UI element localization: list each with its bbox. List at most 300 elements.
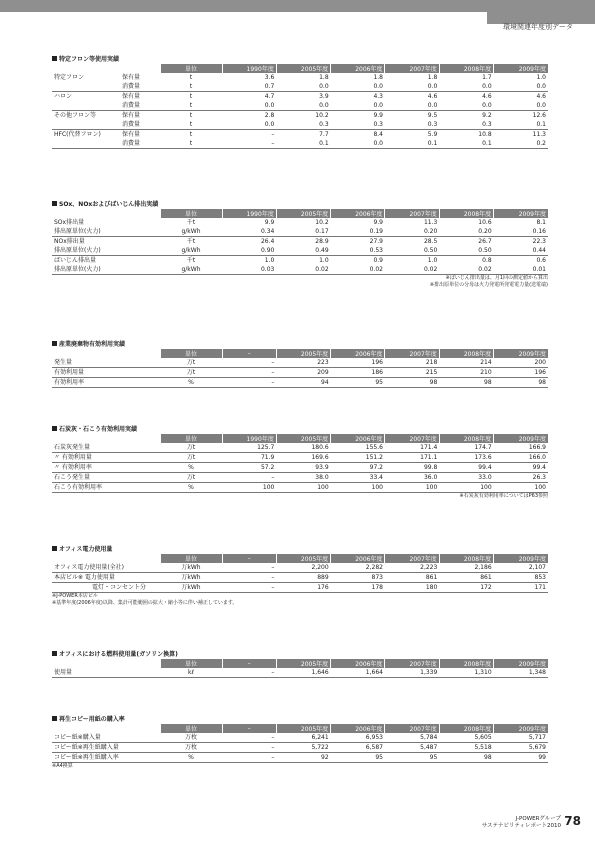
value-cell: 98 [439,753,493,763]
header-cell: 2006年度 [331,724,385,733]
value-cell: 100 [385,483,439,493]
row-label: 保有量 [122,74,141,81]
header-blank [52,554,160,563]
value-cell: 3.9 [319,93,329,100]
value-cell: 10.8 [478,131,492,138]
header-cell: 単位 [160,209,222,218]
value-cell: 0.0 [276,82,330,92]
value-cell: – [222,139,276,149]
value-cell: 5,717 [494,733,548,743]
unit-cell: t [189,131,193,138]
value-cell: 0.0 [439,101,493,111]
value-cell: 28.5 [423,238,438,245]
table-row [52,358,548,368]
value-cell: 10.2 [315,219,329,226]
table-row [52,368,548,378]
unit-cell: t [160,82,222,92]
value-cell: 0.0 [439,82,493,92]
value-cell: 1,664 [331,668,385,678]
value-cell: 26.3 [494,473,548,483]
row-label: 使用量 [52,668,160,678]
section-sox [52,200,548,289]
value-cell: 0.20 [439,227,493,237]
header-cell: 2005年度 [276,554,330,563]
top-bar [0,0,595,12]
header-cell: 2007年度 [385,554,439,563]
value-cell: 1,339 [385,668,439,678]
table-header-row [52,64,548,73]
value-cell: 95 [385,753,439,763]
value-cell: 92 [276,753,330,763]
value-cell: 0.0 [276,101,330,111]
value-cell: 0.34 [222,227,276,237]
row-label: 本店ビル※ 電力使用量 [52,573,160,583]
value-cell: 861 [439,573,493,583]
square-bullet-icon [52,716,57,721]
header-cell: 2008年度 [439,209,493,218]
table-row [52,111,548,121]
value-cell: 27.9 [369,238,383,245]
value-cell: 0.0 [331,139,385,149]
value-cell: 4.6 [536,93,546,100]
fron-table [52,64,548,149]
header-cell: 2006年度 [331,554,385,563]
header-cell: 2007年度 [385,64,439,73]
row-label: NOx排出量 [54,238,85,245]
header-cell: 2006年度 [331,64,385,73]
value-cell: 1,310 [439,668,493,678]
row-label: 電灯・コンセント分 [52,583,160,593]
value-cell: 2,186 [439,563,493,573]
header-cell: 1990年度 [222,434,276,443]
value-cell: 0.1 [385,139,439,149]
header-cell: 2007年度 [385,349,439,358]
header-cell: 2008年度 [439,554,493,563]
header-cell: 単位 [160,64,222,73]
value-cell: 95 [331,753,385,763]
unit-cell: 万t [160,368,222,378]
row-label: 特定フロン [54,74,85,81]
page-number: 78 [564,814,581,828]
value-cell: 0.9 [373,257,383,264]
value-cell: 98 [385,378,439,388]
row-label [52,101,120,111]
row-label: 石こう発生量 [52,473,160,483]
value-cell: 196 [494,368,548,378]
row-label: HFC(代替フロン) [54,131,101,138]
value-cell: 9.2 [482,112,492,119]
table-row [52,563,548,573]
value-cell: 100 [331,483,385,493]
value-cell: 5,784 [385,733,439,743]
value-cell: 4.6 [427,93,438,100]
table-row [52,743,548,753]
value-cell: 0.1 [494,120,548,130]
header-cell: 2008年度 [439,434,493,443]
value-cell: 0.1 [276,139,330,149]
value-cell: 2,200 [276,563,330,573]
header-cell: 単位 [160,434,222,443]
table-row [52,246,548,256]
unit-cell: t [160,139,222,149]
value-cell: 166.9 [494,443,548,453]
value-cell: – [222,563,276,573]
value-cell: – [222,583,276,593]
footer-brand [482,816,561,830]
value-cell: 176 [276,583,330,593]
row-label: SOx排出量 [54,219,85,226]
header-cell: – [222,554,276,563]
value-cell: 4.7 [264,93,275,100]
square-bullet-icon [52,341,57,346]
header-cell: 2005年度 [276,64,330,73]
value-cell: 11.3 [532,131,546,138]
header-blank [52,434,160,443]
unit-cell: t [189,74,193,81]
row-label: 排出原単位(火力) [52,227,160,237]
header-cell: 1990年度 [222,209,276,218]
value-cell: 0.8 [482,257,492,264]
value-cell: 99.4 [439,463,493,473]
table-header-row [52,209,548,218]
header-cell: 2006年度 [331,434,385,443]
value-cell: 0.0 [494,101,548,111]
row-label: 排出原単位(火力) [52,265,160,275]
sox-table [52,209,548,275]
value-cell: 0.50 [385,246,439,256]
row-label: 消費量 [120,139,160,149]
value-cell: 0.02 [385,265,439,275]
section-title: 特定フロン等使用実績 [52,55,548,64]
row-label: ばいじん排出量 [54,257,97,264]
header-cell: 2009年度 [494,349,548,358]
value-cell: 28.9 [315,238,329,245]
section-power [52,545,548,607]
value-cell: 223 [276,358,330,368]
table-row [52,753,548,763]
row-label: 消費量 [120,101,160,111]
unit-cell: 万t [160,453,222,463]
value-cell: 98 [494,378,548,388]
value-cell: 889 [276,573,330,583]
unit-cell: 万kWh [160,563,222,573]
table-row [52,130,548,140]
value-cell: 210 [439,368,493,378]
value-cell: 2,223 [385,563,439,573]
value-cell: 173.6 [439,453,493,463]
unit-cell: 千t [186,219,196,226]
row-label: 石炭灰発生量 [52,443,160,453]
value-cell: 22.3 [532,238,546,245]
value-cell: – [222,668,276,678]
power-table [52,554,548,593]
value-cell: 5,722 [276,743,330,753]
unit-cell: % [160,463,222,473]
header-cell: 2007年度 [385,434,439,443]
value-cell: 172 [439,583,493,593]
row-label: ハロン [54,93,73,100]
value-cell: 0.1 [439,139,493,149]
value-cell: 10.6 [478,219,492,226]
value-cell: – [222,743,276,753]
square-bullet-icon [52,426,57,431]
header-blank [52,724,160,733]
header-blank [52,209,160,218]
value-cell: 5,605 [439,733,493,743]
header-cell: 1990年度 [222,64,276,73]
value-cell: 200 [494,358,548,368]
header-cell: 2005年度 [276,724,330,733]
value-cell: 5,518 [439,743,493,753]
value-cell: 100 [439,483,493,493]
table-row [52,453,548,463]
header-cell: 単位 [160,554,222,563]
row-label: 排出原単位(火力) [52,246,160,256]
table-row [52,237,548,247]
unit-cell: g/kWh [160,265,222,275]
table-row [52,463,548,473]
value-cell: 97.2 [331,463,385,473]
header-cell: 2005年度 [276,209,330,218]
section-title: 再生コピー用紙の購入率 [52,715,548,724]
value-cell: 10.2 [315,112,329,119]
header-cell: 2006年度 [331,659,385,668]
unit-cell: 万枚 [160,743,222,753]
value-cell: 1,646 [276,668,330,678]
value-cell: 125.7 [222,443,276,453]
table-row [52,218,548,227]
header-cell: 2009年度 [494,434,548,443]
header-cell: 2007年度 [385,724,439,733]
value-cell: 0.3 [439,120,493,130]
header-cell: 2009年度 [494,209,548,218]
value-cell: 33.0 [439,473,493,483]
table-header-row [52,434,548,443]
unit-cell: g/kWh [160,227,222,237]
value-cell: 0.0 [494,82,548,92]
value-cell: 166.0 [494,453,548,463]
value-cell: 0.0 [222,101,276,111]
header-cell: 2009年度 [494,64,548,73]
header-cell: 2005年度 [276,434,330,443]
header-cell: 2008年度 [439,659,493,668]
value-cell: 99.8 [385,463,439,473]
value-cell: 5,679 [494,743,548,753]
value-cell: 99 [494,753,548,763]
unit-cell: % [160,378,222,388]
value-cell: 0.02 [331,265,385,275]
unit-cell: 万t [160,443,222,453]
value-cell: 169.6 [276,453,330,463]
value-cell: 1.8 [319,74,329,81]
value-cell: 218 [385,358,439,368]
value-cell: 6,587 [331,743,385,753]
value-cell: 0.2 [494,139,548,149]
row-label [52,120,120,130]
row-label: コピー紙※購入量 [52,733,160,743]
value-cell: 6,241 [276,733,330,743]
value-cell: 215 [385,368,439,378]
value-cell: 0.0 [222,120,276,130]
value-cell: 0.0 [385,82,439,92]
section-title: オフィスにおける燃料使用量(ガソリン換算) [52,650,548,659]
value-cell: 100 [276,483,330,493]
value-cell: 171 [494,583,548,593]
value-cell: 0.53 [331,246,385,256]
value-cell: 0.20 [385,227,439,237]
value-cell: 214 [439,358,493,368]
table-row [52,120,548,130]
value-cell: 0.50 [439,246,493,256]
footnote: ※A4換算 [52,763,73,769]
value-cell: 9.9 [264,219,275,226]
table-header-row [52,724,548,733]
header-cell: 単位 [160,349,222,358]
value-cell: – [271,131,275,138]
square-bullet-icon [52,201,57,206]
table-row [52,583,548,593]
header-cell: 2008年度 [439,349,493,358]
value-cell: 100 [494,483,548,493]
value-cell: 12.6 [532,112,546,119]
value-cell: 0.3 [385,120,439,130]
value-cell: 155.6 [331,443,385,453]
row-label: オフィス電力使用量(全社) [52,563,160,573]
value-cell: 38.0 [276,473,330,483]
value-cell: 8.4 [373,131,383,138]
table-row [52,139,548,149]
value-cell: 9.9 [373,112,383,119]
table-row [52,378,548,388]
value-cell: – [222,573,276,583]
value-cell: – [222,733,276,743]
row-label: コピー紙※再生紙購入量 [52,743,160,753]
ash-table [52,434,548,493]
value-cell: 1.0 [319,257,329,264]
value-cell: – [222,473,276,483]
header-cell: 2005年度 [276,659,330,668]
value-cell: 0.0 [385,101,439,111]
header-cell: 2005年度 [276,349,330,358]
header-blank [52,349,160,358]
table-header-row [52,554,548,563]
value-cell: 0.7 [222,82,276,92]
table-row [52,473,548,483]
row-label: 消費量 [120,120,160,130]
value-cell: 5,487 [385,743,439,753]
row-label: 発生量 [52,358,160,368]
value-cell: 0.02 [439,265,493,275]
value-cell: 5.9 [427,131,438,138]
unit-cell: g/kWh [160,246,222,256]
header-cell: 2009年度 [494,554,548,563]
value-cell: 196 [331,358,385,368]
unit-cell: 万kWh [160,573,222,583]
header-cell: 2007年度 [385,659,439,668]
value-cell: – [222,368,276,378]
value-cell: 0.01 [494,265,548,275]
footnote: ※基準年度(2006年度)以降、集計可能範囲の拡大・縮小等に伴い補正しています。 [52,600,238,606]
header-cell: 2009年度 [494,659,548,668]
header-cell: – [222,349,276,358]
value-cell: 57.2 [222,463,276,473]
value-cell: 0.3 [331,120,385,130]
header-blank [52,659,160,668]
waste-table [52,349,548,388]
value-cell: 0.03 [222,265,276,275]
value-cell: 0.02 [276,265,330,275]
value-cell: 873 [331,573,385,583]
value-cell: 2,282 [331,563,385,573]
value-cell: – [222,358,276,368]
value-cell: 1,348 [494,668,548,678]
footnote: ※石炭灰有効利用率についてはP63参照 [459,493,548,499]
value-cell: 8.1 [536,219,546,226]
value-cell: 9.9 [373,219,383,226]
value-cell: 26.7 [478,238,492,245]
unit-cell: 千t [186,238,196,245]
unit-cell: 千t [186,257,196,264]
unit-cell: 万t [160,358,222,368]
unit-cell: % [160,753,222,763]
header-cell: – [222,659,276,668]
row-label: コピー紙※再生紙購入率 [52,753,160,763]
value-cell: 4.6 [482,93,492,100]
value-cell: – [222,753,276,763]
value-cell: 0.3 [276,120,330,130]
value-cell: 171.1 [385,453,439,463]
value-cell: 853 [494,573,548,583]
table-row [52,256,548,266]
value-cell: 26.4 [260,238,275,245]
header-cell: 単位 [160,659,222,668]
table-row [52,443,548,453]
value-cell: 0.49 [276,246,330,256]
value-cell: 174.7 [439,443,493,453]
footer-brand-line2: サステナビリティレポート2010 [481,823,561,829]
footnote: ※排出原単位の分母は火力発電所発電電力量(送電端) [429,282,548,288]
section-ash [52,425,548,500]
value-cell: 9.5 [427,112,438,119]
paper-table [52,724,548,763]
row-label: 保有量 [122,112,141,119]
footnote: ※ばいじん排出量は、月1回の測定値から算出 [445,275,548,281]
row-label [52,82,120,92]
value-cell: 0.19 [331,227,385,237]
value-cell: 151.2 [331,453,385,463]
value-cell: 94 [276,378,330,388]
unit-cell: t [160,101,222,111]
value-cell: 171.4 [385,443,439,453]
square-bullet-icon [52,56,57,61]
value-cell: 33.4 [331,473,385,483]
value-cell: 0.17 [276,227,330,237]
table-row [52,733,548,743]
value-cell: 1.0 [264,257,275,264]
value-cell: 1.0 [536,74,546,81]
row-label: 消費量 [120,82,160,92]
table-row [52,265,548,275]
value-cell: 186 [331,368,385,378]
footnote: ※J-POWER本店ビル [52,593,98,599]
value-cell: 100 [222,483,276,493]
value-cell: 0.44 [494,246,548,256]
value-cell: 0.0 [331,101,385,111]
table-row [52,82,548,92]
unit-cell: t [189,112,193,119]
row-label: 〃 有効利用率 [52,463,160,473]
table-row [52,227,548,237]
